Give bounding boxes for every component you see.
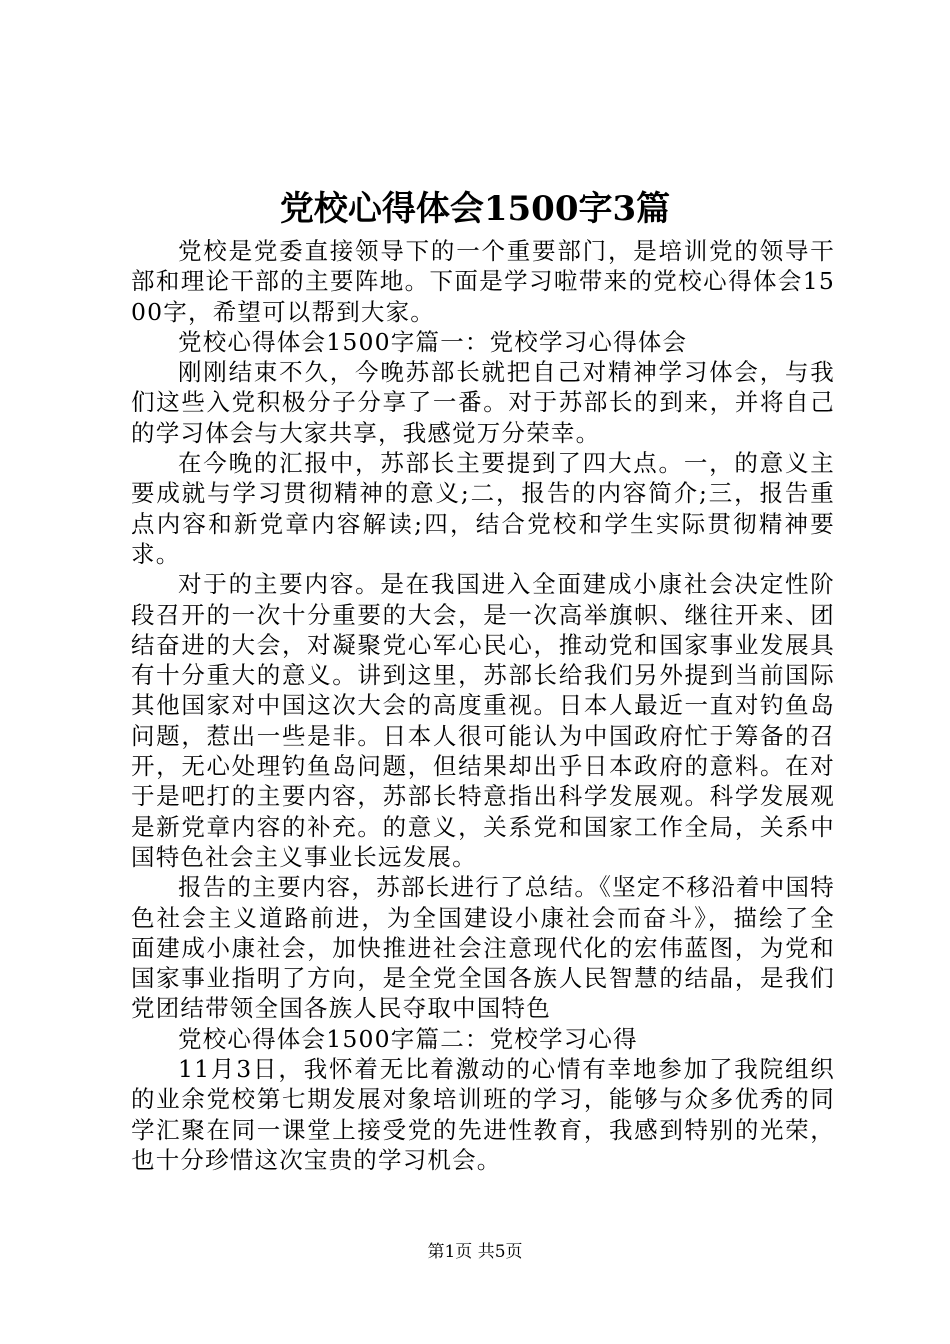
body-paragraph: 报告的主要内容，苏部长进行了总结。《坚定不移沿着中国特色社会主义道路前进，为全国建设小康社会而奋斗》，描绘了全面建成小康社会，加快推进社会注意现代化的宏伟蓝图，为党和国家事业指明了方向，是全党全国各族人民智慧的结晶，是我们党团结带领全国各族人民夺取中国特色 [131, 873, 835, 1023]
body-paragraph: 刚刚结束不久，今晚苏部长就把自己对精神学习体会，与我们这些入党积极分子分享了一番。对于苏部长的到来，并将自己的学习体会与大家共享，我感觉万分荣幸。 [131, 358, 835, 447]
document-body [131, 236, 835, 1175]
section-heading-2: 党校心得体会1500字篇二：党校学习心得 [178, 1024, 638, 1053]
section-heading-1: 党校心得体会1500字篇一：党校学习心得体会 [178, 327, 688, 356]
body-paragraph: 在今晚的汇报中，苏部长主要提到了四大点。一，的意义主要成就与学习贯彻精神的意义;二，报告的内容简介;三，报告重点内容和新党章内容解读;四，结合党校和学生实际贯彻精神要求。 [131, 449, 835, 568]
intro-paragraph: 党校是党委直接领导下的一个重要部门，是培训党的领导干部和理论干部的主要阵地。下面是学习啦带来的党校心得体会1500字，希望可以帮到大家。 [131, 237, 835, 326]
body-paragraph: 11月3日，我怀着无比着激动的心情有幸地参加了我院组织的业余党校第七期发展对象培训班的学习，能够与众多优秀的同学汇聚在同一课堂上接受党的先进性教育，我感到特别的光荣，也十分珍惜这次宝贵的学习机会。 [131, 1055, 835, 1174]
page-number-footer: 第1页 共5页 [427, 1242, 523, 1262]
body-paragraph: 对于的主要内容。是在我国进入全面建成小康社会决定性阶段召开的一次十分重要的大会，是一次高举旗帜、继往开来、团结奋进的大会，对凝聚党心军心民心，推动党和国家事业发展具有十分重大的意义。讲到这里，苏部长给我们另外提到当前国际其他国家对中国这次大会的高度重视。日本人最近一直对钓鱼岛问题，惹出一些是非。日本人很可能认为中国政府忙于筹备的召开，无心处理钓鱼岛问题，但结果却出乎日本政府的意料。在对于是吧打的主要内容，苏部长特意指出科学发展观。科学发展观是新党章内容的补充。的意义，关系党和国家工作全局，关系中国特色社会主义事业长远发展。 [131, 570, 835, 871]
document-title: 党校心得体会1500字3篇 [279, 189, 671, 229]
